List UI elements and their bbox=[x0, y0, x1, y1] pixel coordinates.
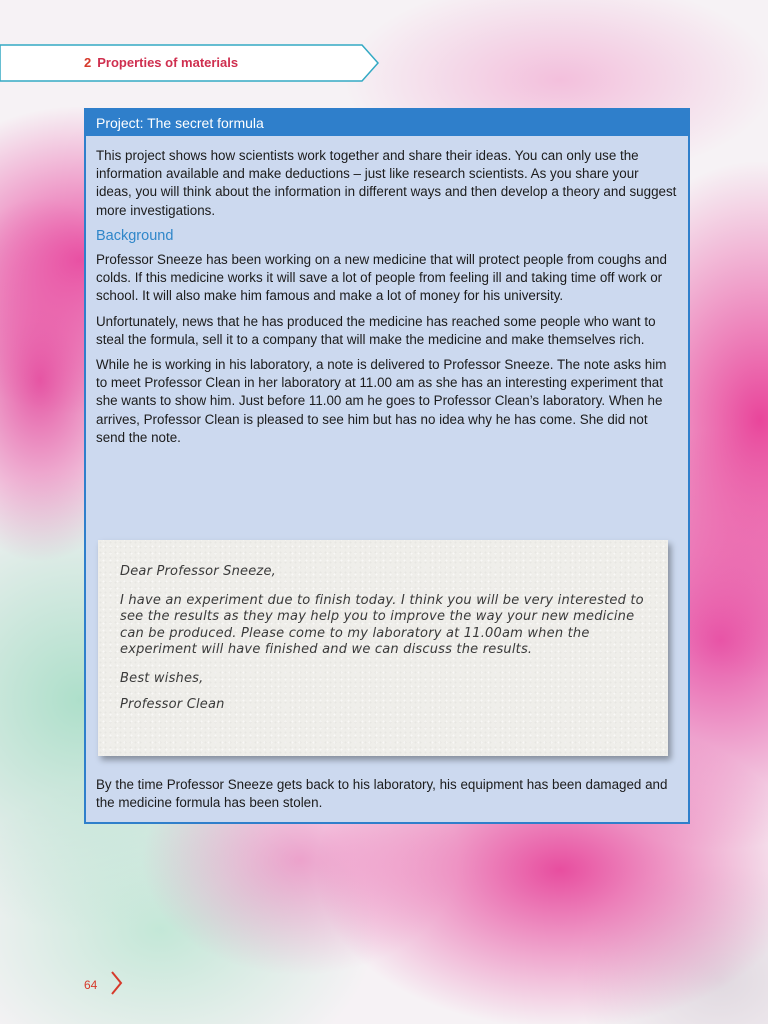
note-salutation: Dear Professor Sneeze, bbox=[120, 564, 276, 579]
project-intro: This project shows how scientists work together and share their ideas. You can only use the information available and make deductions – just like research scientists. As you share your ideas, you will think about the information in different ways and then develop a theory and suggest more investigations. bbox=[96, 148, 677, 218]
background-heading: Background bbox=[96, 227, 174, 244]
chapter-heading bbox=[84, 55, 238, 70]
chapter-header-tab bbox=[0, 44, 380, 82]
closing-paragraph: By the time Professor Sneeze gets back to his laboratory, his equipment has been damaged and the medicine formula has been stolen. bbox=[96, 777, 668, 811]
handwritten-note bbox=[98, 540, 668, 756]
page-number: 64 bbox=[84, 978, 98, 992]
note-signoff: Best wishes, bbox=[120, 670, 204, 686]
background-paragraph-2: Unfortunately, news that he has produced the medicine has reached some people who want to steal the formula, sell it to a company that will make the medicine and make themselves rich. bbox=[96, 313, 656, 347]
page-chevron-icon bbox=[110, 970, 124, 996]
note-signature: Professor Clean bbox=[120, 697, 225, 712]
project-box bbox=[84, 108, 690, 824]
project-body bbox=[86, 136, 688, 447]
note-body: I have an experiment due to finish today. I think you will be very interested to see the results as they may help you to improve the way your new medicine can be produced. Please come to my laboratory at 11.00am when the experiment will have finished and we can discuss the results. bbox=[120, 592, 644, 657]
project-title: Project: The secret formula bbox=[86, 110, 688, 136]
background-paragraph-3: While he is working in his laboratory, a note is delivered to Professor Sneeze. The note asks him to meet Professor Clean in her laboratory at 11.00 am as she has an interesting experiment that she wants to show him. Just before 11.00 am he goes to Professor Clean’s laboratory. When he arrives, Professor Clean is pleased to see him but has no idea why he has come. She did not send the note. bbox=[96, 357, 667, 445]
background-paragraph-1: Professor Sneeze has been working on a new medicine that will protect people from coughs and colds. If this medicine works it will save a lot of people from feeling ill and taking time off work or school. It will also make him famous and make a lot of money for his university. bbox=[96, 252, 667, 304]
chapter-title: Properties of materials bbox=[97, 55, 239, 70]
chapter-number: 2 bbox=[84, 55, 92, 70]
